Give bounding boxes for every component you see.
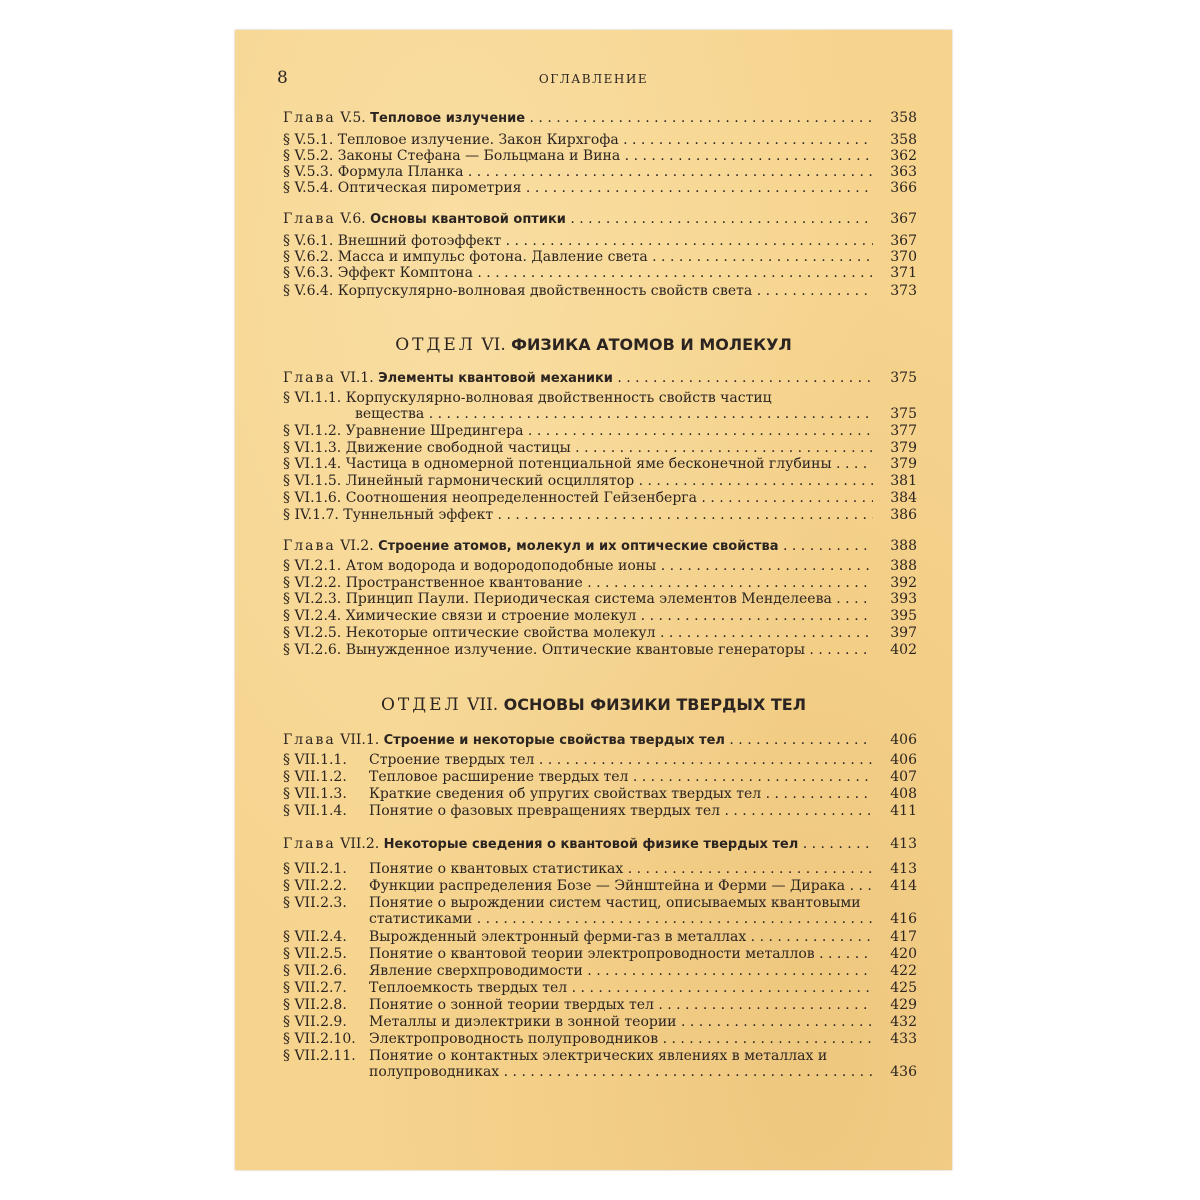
toc-section-vii210[interactable]: § VII.2.10. Электропроводность полупроводников . . . 433 bbox=[283, 1031, 917, 1047]
toc-section-v63[interactable]: § V.6.3. Эффект Комптона . . . 371 bbox=[283, 265, 917, 281]
toc-section-vi26[interactable]: § VI.2.6. Вынужденное излучение. Оптические квантовые генераторы . . . 402 bbox=[283, 642, 917, 658]
toc-section-vi23[interactable]: § VI.2.3. Принцип Паули. Периодическая система элементов Менделеева . . . 393 bbox=[283, 591, 917, 607]
toc-section-vi16[interactable]: § VI.1.6. Соотношения неопределенностей Гейзенберга . . . 384 bbox=[283, 490, 917, 506]
toc-section-vii21[interactable]: § VII.2.1. Понятие о квантовых статистиках . . . 413 bbox=[283, 861, 917, 877]
department-heading-vii: ОТДЕЛ VII. ОСНОВЫ ФИЗИКИ ТВЕРДЫХ ТЕЛ bbox=[380, 695, 806, 715]
toc-section-vi13[interactable]: § VI.1.3. Движение свободной частицы . . . 379 bbox=[283, 440, 917, 456]
toc-section-vi22[interactable]: § VI.2.2. Пространственное квантование . . . 392 bbox=[283, 575, 917, 591]
toc-section-vi15[interactable]: § VI.1.5. Линейный гармонический осциллятор . . . 381 bbox=[283, 473, 917, 489]
toc-section-v64[interactable]: § V.6.4. Корпускулярно-волновая двойственность свойств света . . . 373 bbox=[283, 283, 917, 299]
toc-chapter-vii1[interactable]: Глава VII.1. Строение и некоторые свойства твердых тел . . . 406 bbox=[283, 732, 917, 749]
toc-section-vi17[interactable]: § IV.1.7. Туннельный эффект . . . 386 bbox=[283, 507, 917, 523]
toc-section-v52[interactable]: § V.5.2. Законы Стефана — Больцмана и Вина . . . 362 bbox=[283, 148, 917, 164]
toc-section-vii23[interactable]: § VII.2.3. Понятие о вырождении систем частиц, описываемых квантовыми статистиками . . . 416 bbox=[283, 895, 917, 927]
toc-chapter-v5[interactable]: Глава V.5. Тепловое излучение . . . 358 bbox=[283, 110, 917, 127]
running-head: ОГЛАВЛЕНИЕ bbox=[538, 72, 649, 86]
toc-section-vii22[interactable]: § VII.2.2. Функции распределения Бозе — Эйнштейна и Ферми — Дирака . . . 414 bbox=[283, 878, 917, 894]
toc-section-vi11[interactable]: § VI.1.1. Корпускулярно-волновая двойственность свойств частиц вещества . . . 375 bbox=[283, 390, 917, 422]
toc-section-v54[interactable]: § V.5.4. Оптическая пирометрия . . . 366 bbox=[283, 180, 917, 196]
toc-chapter-vi2[interactable]: Глава VI.2. Строение атомов, молекул и их оптические свойства . . . 388 bbox=[283, 538, 917, 555]
toc-section-vii12[interactable]: § VII.1.2. Тепловое расширение твердых тел . . . 407 bbox=[283, 769, 917, 785]
toc-section-vii24[interactable]: § VII.2.4. Вырожденный электронный ферми-газ в металлах . . . 417 bbox=[283, 929, 917, 945]
toc-section-vi12[interactable]: § VI.1.2. Уравнение Шредингера . . . 377 bbox=[283, 423, 917, 439]
toc-section-vii29[interactable]: § VII.2.9. Металлы и диэлектрики в зонной теории . . . 432 bbox=[283, 1014, 917, 1030]
toc-section-vii14[interactable]: § VII.1.4. Понятие о фазовых превращениях твердых тел . . . 411 bbox=[283, 803, 917, 819]
toc-chapter-v6[interactable]: Глава V.6. Основы квантовой оптики . . . 367 bbox=[283, 211, 917, 228]
toc-section-v53[interactable]: § V.5.3. Формула Планка . . . 363 bbox=[283, 164, 917, 180]
toc-section-vii211[interactable]: § VII.2.11. Понятие о контактных электрических явлениях в металлах и полупроводниках . . . 436 bbox=[283, 1048, 917, 1080]
toc-section-vii27[interactable]: § VII.2.7. Теплоемкость твердых тел . . . 425 bbox=[283, 980, 917, 996]
toc-chapter-vii2[interactable]: Глава VII.2. Некоторые сведения о квантовой физике твердых тел . . . 413 bbox=[283, 836, 917, 853]
toc-section-v51[interactable]: § V.5.1. Тепловое излучение. Закон Кирхгофа . . . 358 bbox=[283, 132, 917, 148]
book-page bbox=[235, 30, 952, 1170]
toc-section-vii13[interactable]: § VII.1.3. Краткие сведения об упругих свойствах твердых тел . . . 408 bbox=[283, 786, 917, 802]
toc-section-vii28[interactable]: § VII.2.8. Понятие о зонной теории твердых тел . . . 429 bbox=[283, 997, 917, 1013]
toc-section-vi14[interactable]: § VI.1.4. Частица в одномерной потенциальной яме бесконечной глубины . . . 379 bbox=[283, 456, 917, 472]
toc-section-v62[interactable]: § V.6.2. Масса и импульс фотона. Давление света . . . 370 bbox=[283, 249, 917, 265]
toc-section-vi21[interactable]: § VI.2.1. Атом водорода и водородоподобные ионы . . . 388 bbox=[283, 558, 917, 574]
toc-chapter-vi1[interactable]: Глава VI.1. Элементы квантовой механики . . . 375 bbox=[283, 370, 917, 387]
page-number: 8 bbox=[277, 68, 288, 88]
toc-section-vi24[interactable]: § VI.2.4. Химические связи и строение молекул . . . 395 bbox=[283, 608, 917, 624]
toc-section-v61[interactable]: § V.6.1. Внешний фотоэффект . . . 367 bbox=[283, 233, 917, 249]
toc-section-vii26[interactable]: § VII.2.6. Явление сверхпроводимости . . . 422 bbox=[283, 963, 917, 979]
toc-section-vii25[interactable]: § VII.2.5. Понятие о квантовой теории электропроводности металлов . . . 420 bbox=[283, 946, 917, 962]
department-heading-vi: ОТДЕЛ VI. ФИЗИКА АТОМОВ И МОЛЕКУЛ bbox=[395, 335, 792, 355]
toc-section-vi25[interactable]: § VI.2.5. Некоторые оптические свойства молекул . . . 397 bbox=[283, 625, 917, 641]
toc-section-vii11[interactable]: § VII.1.1. Строение твердых тел . . . 406 bbox=[283, 752, 917, 768]
